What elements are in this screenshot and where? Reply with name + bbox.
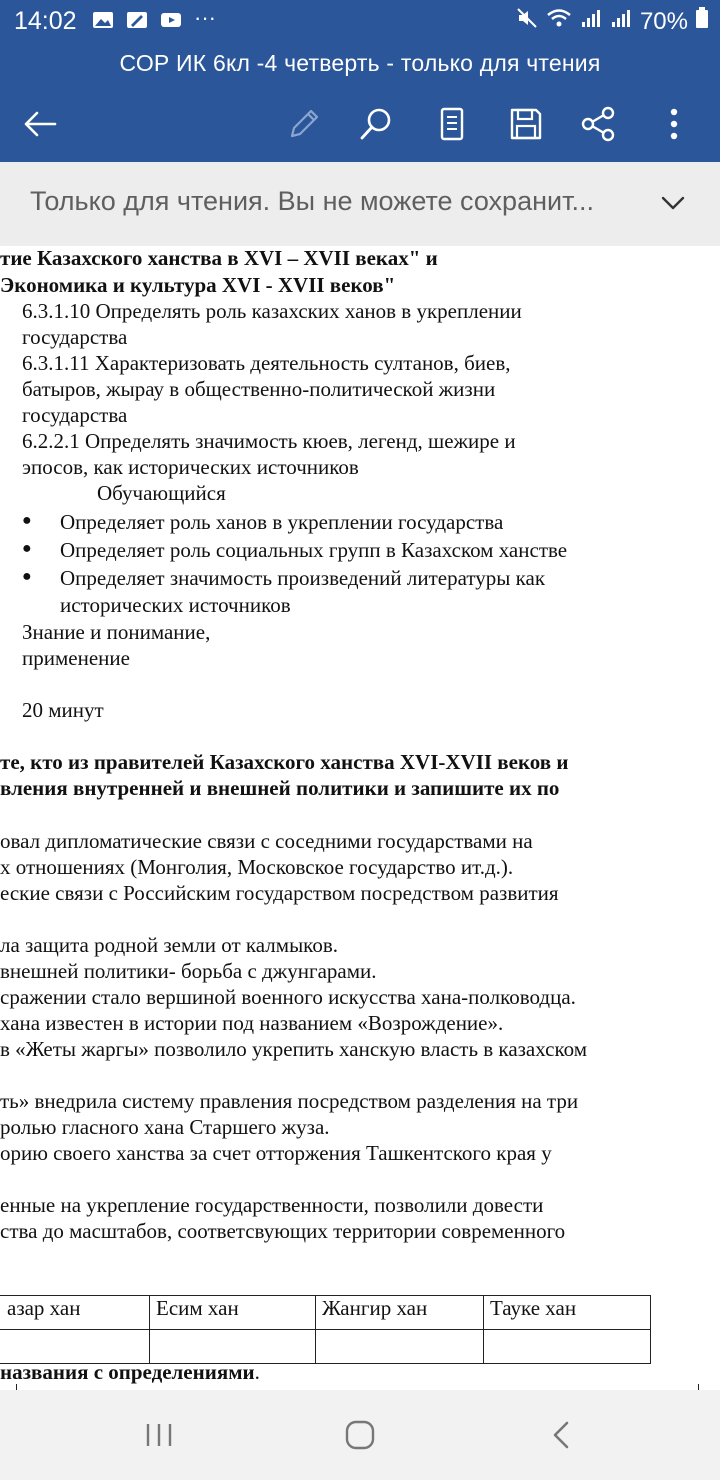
objective-3-line1: 6.2.2.1 Определять значимость кюев, легенд, шежире и: [22, 429, 516, 453]
section-header-line2: Экономика и культура XVI - XVII веков": [0, 273, 396, 297]
share-button[interactable]: [574, 100, 622, 148]
table-cell: [484, 1330, 651, 1364]
more-vertical-icon: [668, 106, 680, 142]
gallery-icon: [92, 9, 114, 31]
criterion-3-line1: Определяет значимость произведений литературы как: [60, 566, 546, 590]
bullet-marker: ●: [22, 540, 32, 557]
system-back-button[interactable]: [536, 1410, 586, 1460]
clock: 14:02: [14, 7, 77, 35]
task-2-title-dot: .: [254, 1360, 260, 1384]
paragraph-line: енные на укрепление государственности, позволили довести: [0, 1193, 544, 1217]
table-header-cell: Тауке хан: [484, 1296, 651, 1330]
criterion-1: Определяет роль ханов в укреплении государства: [60, 510, 504, 534]
home-button[interactable]: [335, 1410, 385, 1460]
objective-2-line3: государства: [22, 403, 128, 427]
paragraph-line: ства до масштабов, соответсвующих территории современного: [0, 1219, 566, 1243]
paragraph-line: орию своего ханства за счет отторжения Ташкентского края у: [0, 1141, 552, 1165]
header-khan-1: азар хан: [7, 1296, 81, 1320]
back-arrow-icon: [22, 109, 58, 139]
battery-icon: [696, 7, 708, 36]
bullet-marker: ●: [22, 512, 32, 529]
home-icon: [345, 1420, 375, 1450]
table-cell: [316, 1330, 484, 1364]
signal-icon-2: [610, 7, 632, 36]
table-row: [0, 1296, 651, 1330]
document-view-icon: [437, 106, 467, 142]
objective-3-line2: эпосов, как исторических источников: [22, 455, 359, 479]
paragraph-line: сражении стало вершиной военного искусства хана-полководца.: [0, 985, 576, 1009]
table-cell: [0, 1330, 150, 1364]
share-icon: [580, 106, 616, 142]
read-only-banner[interactable]: [0, 162, 720, 246]
notification-icons: [92, 5, 216, 31]
recent-apps-button[interactable]: [134, 1410, 184, 1460]
section-header-line1: тие Казахского ханства в XVI – XVII веках" и: [0, 246, 438, 270]
save-button[interactable]: [502, 100, 550, 148]
khans-table: [0, 1295, 651, 1364]
status-bar: [0, 0, 720, 44]
toolbar: [0, 86, 720, 162]
paragraph-line: ла защита родной земли от калмыков.: [0, 933, 338, 957]
paragraph-line: х отношениях (Монголия, Московское государство ит.д.).: [0, 855, 514, 879]
task-instruction-line1: те, кто из правителей Казахского ханства XVI-XVII веков и: [0, 750, 569, 774]
table-header-cell: [0, 1296, 150, 1330]
more-options-button[interactable]: [650, 100, 698, 148]
table-cell: [150, 1330, 316, 1364]
paragraph-line: в «Жеты жаргы» позволило укрепить ханскую власть в казахском: [0, 1037, 587, 1061]
edit-button[interactable]: [280, 100, 328, 148]
paragraph-line: овал дипломатические связи с соседними государствами на: [0, 829, 533, 853]
table-row: [0, 1330, 651, 1364]
objective-1-line2: государства: [22, 325, 128, 349]
read-only-message: Только для чтения. Вы не можете сохранит...: [30, 186, 594, 216]
document-content[interactable]: [0, 246, 720, 1390]
paragraph-line: еские связи с Российским государством посредством развития: [0, 881, 559, 905]
criterion-3-line2: исторических источников: [60, 593, 291, 617]
photo-editor-icon: [126, 9, 148, 31]
search-icon: [358, 106, 394, 142]
table-header-cell: Есим хан: [150, 1296, 316, 1330]
table-header-cell: Жангир хан: [316, 1296, 484, 1330]
learner-label: Обучающийся: [97, 481, 226, 505]
signal-icon: [580, 7, 602, 36]
paragraph-line: ть» внедрила систему правления посредством разделения на три: [0, 1089, 579, 1113]
more-dots: ···: [194, 5, 216, 30]
system-nav-bar: [0, 1390, 720, 1480]
back-button[interactable]: [16, 100, 64, 148]
pencil-icon: [286, 106, 322, 142]
task-instruction-line2: вления внутренней и внешней политики и запишите их по: [0, 776, 560, 800]
criterion-2: Определяет роль социальных групп в Казахском ханстве: [60, 538, 568, 562]
thinking-level-line1: Знание и понимание,: [22, 620, 211, 644]
document-title: СОР ИК 6кл -4 четверть - только для чтения: [119, 50, 601, 76]
paragraph-line: ролью гласного хана Старшего жуза.: [0, 1115, 330, 1139]
task-2-title-text: названия с определениями: [0, 1360, 255, 1384]
execution-time: 20 минут: [22, 698, 104, 722]
thinking-level-line2: применение: [22, 646, 130, 670]
search-button[interactable]: [352, 100, 400, 148]
objective-2-line2: батыров, жырау в общественно-политической жизни: [22, 377, 496, 401]
reading-view-button[interactable]: [428, 100, 476, 148]
save-icon: [508, 106, 544, 142]
objective-2-line1: 6.3.1.11 Характеризовать деятельность султанов, биев,: [22, 351, 511, 375]
video-icon: [160, 9, 182, 31]
task-2-title: [0, 1360, 260, 1384]
battery-percent: 70%: [639, 7, 688, 35]
wifi-icon: [546, 7, 572, 36]
paragraph-line: хана известен в истории под названием «Возрождение».: [0, 1011, 504, 1035]
mute-icon: [516, 7, 538, 36]
title-bar: [0, 44, 720, 86]
bullet-marker: ●: [22, 568, 32, 585]
chevron-down-icon[interactable]: [658, 188, 688, 218]
back-chevron-icon: [551, 1420, 571, 1450]
recent-apps-icon: [144, 1422, 174, 1448]
paragraph-line: внешней политики- борьба с джунгарами.: [0, 959, 377, 983]
objective-1-line1: 6.3.1.10 Определять роль казахских ханов в укреплении: [22, 299, 522, 323]
